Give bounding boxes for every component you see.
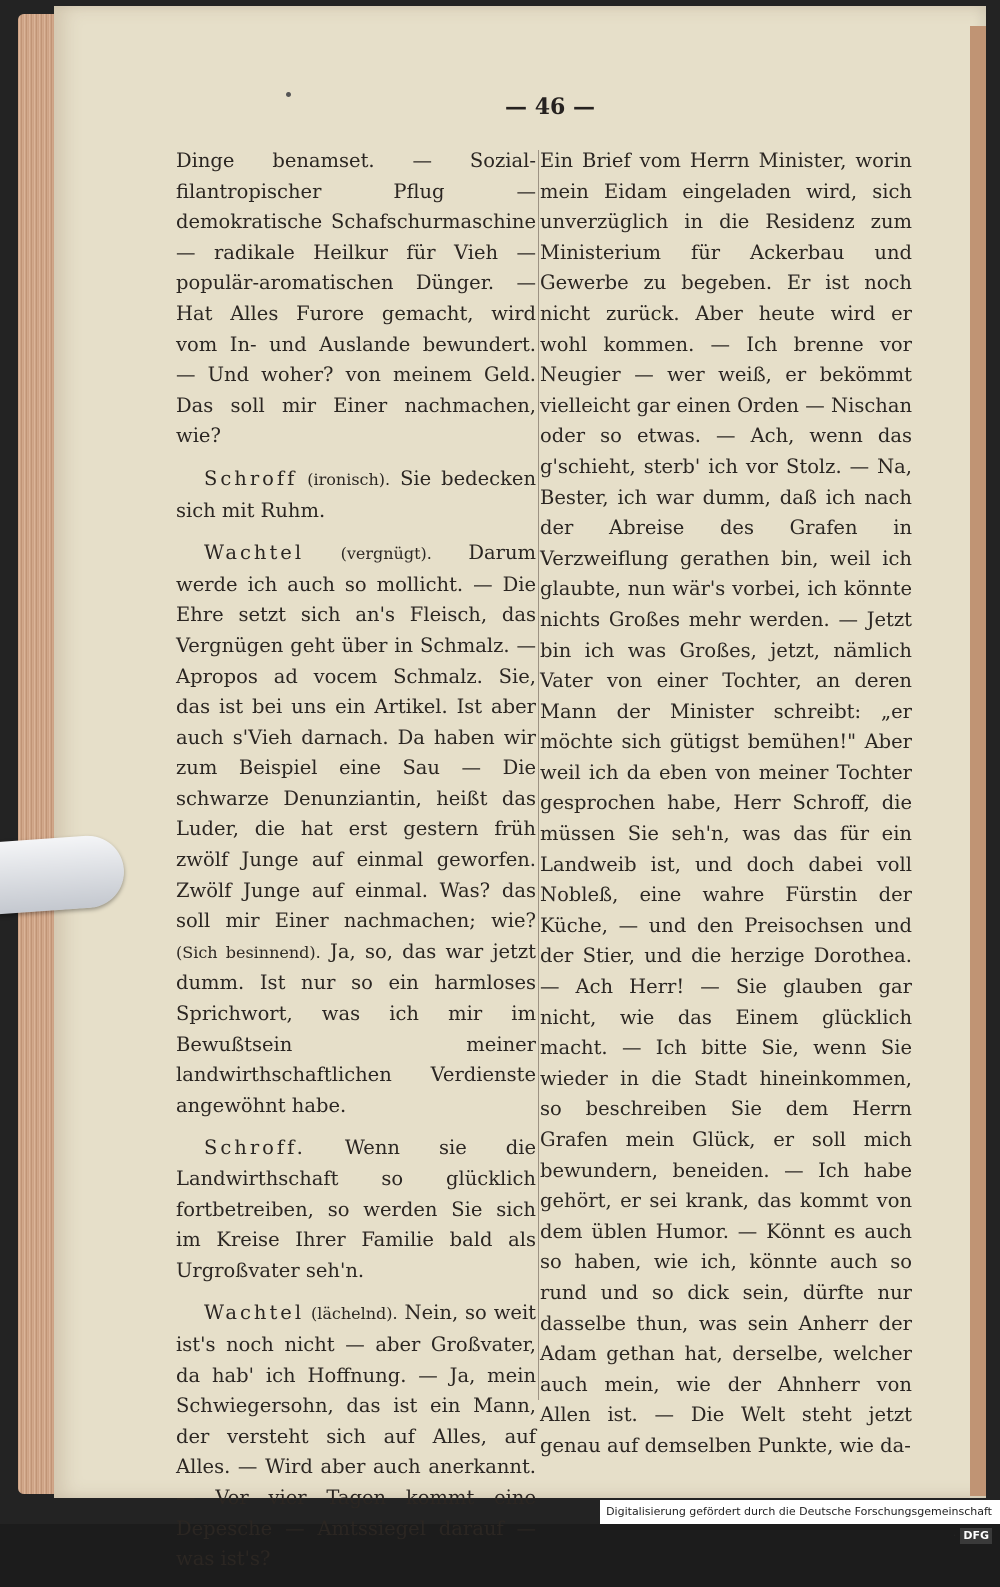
page-number: — 46 —: [505, 94, 595, 120]
paragraph: [540, 146, 912, 1462]
paragraph: [176, 464, 536, 526]
stage-direction: (vergnügt).: [340, 544, 432, 564]
dfg-logo: DFG: [960, 1528, 992, 1544]
stage-direction: (ironisch).: [307, 469, 391, 489]
digitization-credit: [600, 1500, 1000, 1542]
paragraph: [176, 538, 536, 1121]
book-cover-edge: [970, 26, 986, 1496]
paragraph: [176, 1298, 536, 1574]
speaker-name: Wachtel: [204, 541, 305, 565]
ink-dot: [286, 92, 291, 97]
paragraph-text: Wenn sie die Landwirthschaft so glücklich fortbetreiben, so werden Sie sich im Kreise Ihrer Familie bald als Urgroßvater seh'n.: [176, 1136, 536, 1282]
paragraph-text: Sie bedecken sich mit Ruhm.: [176, 466, 536, 522]
paragraph-text: Ein Brief vom Herrn Minister, worin mein Eidam eingeladen wird, sich unverzüglich in die Residenz zum Ministerium für Ackerbau und Gewerbe zu begeben. Er ist noch nicht zurück. Aber heute wird er wohl kommen. — Ich brenne vor Neugier — wer weiß, er bekömmt vielleicht gar einen Orden — Nischan oder so etwas. — Ach, wenn das g'schieht, sterb' ich vor Stolz. — Na, Bester, ich war dumm, daß ich nach der Abreise des Grafen in Verzweiflung gerathen bin, weil ich glaubte, nun wär's vorbei, ich könnte nichts Großes mehr werden. — Jetzt bin ich was Großes, jetzt, nämlich Vater von einer Tochter, an deren Mann der Minister schreibt: „er möchte sich gütigst bemühen!" Aber weil ich da eben von meiner Tochter gesprochen habe, Herr Schroff, die müssen Sie seh'n, was das für ein Landweib ist, und doch dabei voll Nobleß, eine wahre Fürstin der Küche, — und den Preisochsen und der Stier, und die herzige Dorothea. — Ach Herr! — Sie glauben gar nicht, wie das Einem glücklich macht. — Ich bitte Sie, wenn Sie wieder in die Stadt hineinkommen, so beschreiben Sie dem Herrn Grafen mein Glück, er soll mich bewundern, beneiden. — Ich habe gehört, er sei krank, das kommt von dem üblen Humor. — Könnt es auch so haben, wie ich, könnte auch so rund und so dick sein, dürfte nur dasselbe thun, was sein Anherr der Adam gethan hat, derselbe, welcher auch mein, wie der Ahnherr von Allen ist. — Die Welt steht jetzt genau auf demselben Punkte, wie da-: [540, 149, 912, 1457]
speaker-name: Schroff.: [204, 1136, 306, 1160]
paragraph-text: Nein, so weit ist's noch nicht — aber Großvater, da hab' ich Hoffnung. — Ja, mein Schwiegersohn, das ist ein Mann, der versteht sich auf Alles, auf Alles. — Wird aber auch anerkannt. — Vor vier Tagen kommt eine Depesche — Amtssiegel darauf — was ist's?: [176, 1301, 537, 1571]
stage-direction: (lächelnd).: [311, 1304, 398, 1324]
credit-text: Digitalisierung gefördert durch die Deutsche Forschungsgemeinschaft ·: [606, 1505, 992, 1542]
paragraph-text: Dinge benamset. — Sozial-filantropischer Pflug — demokratische Schafschurmaschine — radikale Heilkur für Vieh — populär-aromatischen Dünger. — Hat Alles Furore gemacht, wird vom In- und Auslande bewundert. — Und woher? von meinem Geld. Das soll mir Einer nachmachen, wie?: [176, 149, 536, 448]
paragraph-text: Darum werde ich auch so mollicht. — Die Ehre setzt sich an's Fleisch, das Vergnügen geht über in Schmalz. — Apropos ad vocem Schmalz. Sie, das ist bei uns ein Artikel. Ist aber auch s'Vieh darnach. Da haben wir zum Beispiel eine Sau — Die schwarze Denunziantin, heißt das Luder, die hat erst gestern früh zwölf Junge auf einmal geworfen. Zwölf Junge auf einmal. Was? das soll mir Einer nachmachen; wie?: [176, 541, 536, 933]
stage-direction: (Sich besinnend).: [176, 942, 321, 962]
paragraph: [176, 1133, 536, 1286]
column-divider: [538, 150, 539, 1400]
left-column: [176, 146, 536, 1587]
paragraph: [176, 146, 536, 452]
right-column: [540, 146, 912, 1474]
speaker-name: Wachtel: [204, 1301, 305, 1325]
paragraph-text: Ja, so, das war jetzt dumm. Ist nur so ein harmloses Sprichwort, was ich mir im Bewußtsein meiner landwirthschaftlichen Verdienste angewöhnt habe.: [176, 939, 537, 1117]
speaker-name: Schroff: [204, 466, 298, 490]
